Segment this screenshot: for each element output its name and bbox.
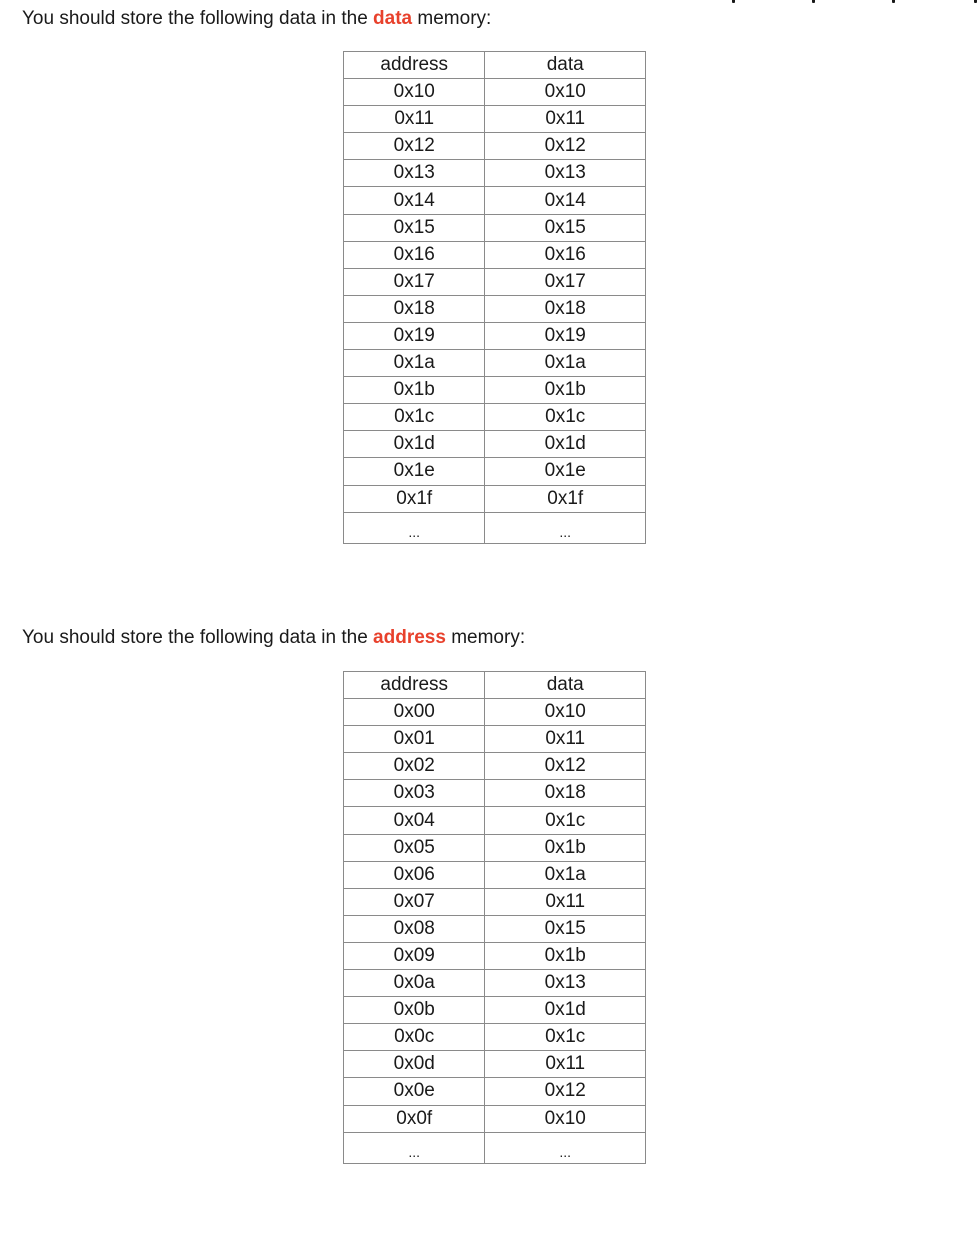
table-row <box>344 888 646 915</box>
data-cell: 0x19 <box>485 322 646 349</box>
instruction-suffix: memory: <box>445 627 526 648</box>
address-cell: 0x0c <box>344 1024 485 1051</box>
instruction-keyword: data <box>373 8 413 29</box>
data-cell: 0x1b <box>485 377 646 404</box>
address-cell: 0x00 <box>344 699 485 726</box>
table-row <box>344 1024 646 1051</box>
address-memory-instruction <box>22 626 525 650</box>
table-row <box>344 861 646 888</box>
address-cell: 0x17 <box>344 268 485 295</box>
table-row <box>344 1105 646 1132</box>
data-cell: 0x1c <box>485 1024 646 1051</box>
data-cell: 0x15 <box>485 915 646 942</box>
table-row <box>344 268 646 295</box>
table-row <box>344 431 646 458</box>
address-cell: 0x0f <box>344 1105 485 1132</box>
data-cell: 0x1a <box>485 350 646 377</box>
table-row <box>344 133 646 160</box>
table-row <box>344 404 646 431</box>
address-cell: 0x04 <box>344 807 485 834</box>
data-cell: 0x13 <box>485 970 646 997</box>
instruction-prefix: You should store the following data in the <box>22 627 374 648</box>
address-cell: 0x12 <box>344 133 485 160</box>
data-cell: 0x1b <box>485 942 646 969</box>
table-row <box>344 807 646 834</box>
address-cell: 0x0b <box>344 997 485 1024</box>
address-cell: 0x0a <box>344 970 485 997</box>
data-cell: 0x10 <box>485 79 646 106</box>
address-cell: 0x10 <box>344 79 485 106</box>
table-row <box>344 1078 646 1105</box>
table-row <box>344 997 646 1024</box>
address-cell: 0x0e <box>344 1078 485 1105</box>
table-row <box>344 726 646 753</box>
data-cell: 0x1a <box>485 861 646 888</box>
address-column-header: address <box>344 672 485 699</box>
address-cell: 0x01 <box>344 726 485 753</box>
table-row <box>344 1051 646 1078</box>
table-row <box>344 377 646 404</box>
data-cell: 0x11 <box>485 888 646 915</box>
data-cell: 0x1d <box>485 431 646 458</box>
table-row <box>344 160 646 187</box>
address-cell: 0x1f <box>344 485 485 512</box>
data-cell: 0x1b <box>485 834 646 861</box>
table-row <box>344 322 646 349</box>
address-cell: 0x03 <box>344 780 485 807</box>
address-cell: ... <box>344 512 485 543</box>
address-cell: 0x14 <box>344 187 485 214</box>
instruction-prefix: You should store the following data in the <box>22 8 374 29</box>
table-row <box>344 485 646 512</box>
instruction-suffix: memory: <box>412 8 492 29</box>
table-row <box>344 1132 646 1163</box>
address-cell: 0x09 <box>344 942 485 969</box>
address-cell: 0x1e <box>344 458 485 485</box>
address-column-header: address <box>344 52 485 79</box>
data-cell: 0x1d <box>485 997 646 1024</box>
table-row <box>344 241 646 268</box>
cropped-text-fragment <box>720 0 980 6</box>
table-row <box>344 187 646 214</box>
address-cell: 0x11 <box>344 106 485 133</box>
address-cell: 0x1c <box>344 404 485 431</box>
address-cell: 0x07 <box>344 888 485 915</box>
data-cell: 0x17 <box>485 268 646 295</box>
address-memory-table <box>343 671 646 1164</box>
address-cell: 0x13 <box>344 160 485 187</box>
address-cell: 0x19 <box>344 322 485 349</box>
data-column-header: data <box>485 672 646 699</box>
data-cell: ... <box>485 512 646 543</box>
table-row <box>344 942 646 969</box>
address-cell: 0x1b <box>344 377 485 404</box>
data-cell: 0x11 <box>485 1051 646 1078</box>
table-row <box>344 970 646 997</box>
table-row <box>344 214 646 241</box>
data-cell: 0x12 <box>485 1078 646 1105</box>
data-cell: 0x18 <box>485 780 646 807</box>
address-cell: 0x08 <box>344 915 485 942</box>
data-cell: 0x1f <box>485 485 646 512</box>
data-cell: 0x15 <box>485 214 646 241</box>
data-cell: 0x14 <box>485 187 646 214</box>
data-memory-table <box>343 51 646 544</box>
data-cell: 0x13 <box>485 160 646 187</box>
address-cell: 0x05 <box>344 834 485 861</box>
table-row <box>344 79 646 106</box>
data-cell: 0x12 <box>485 753 646 780</box>
data-cell: 0x11 <box>485 106 646 133</box>
address-cell: ... <box>344 1132 485 1163</box>
address-cell: 0x0d <box>344 1051 485 1078</box>
address-cell: 0x02 <box>344 753 485 780</box>
data-cell: 0x1c <box>485 404 646 431</box>
table-row <box>344 106 646 133</box>
data-memory-instruction <box>22 7 491 31</box>
table-row <box>344 295 646 322</box>
address-cell: 0x1d <box>344 431 485 458</box>
data-cell: 0x16 <box>485 241 646 268</box>
data-cell: 0x10 <box>485 1105 646 1132</box>
data-cell: 0x1e <box>485 458 646 485</box>
data-cell: 0x1c <box>485 807 646 834</box>
table-row <box>344 458 646 485</box>
data-cell: 0x11 <box>485 726 646 753</box>
table-row <box>344 834 646 861</box>
address-cell: 0x1a <box>344 350 485 377</box>
table-row <box>344 753 646 780</box>
data-cell: 0x12 <box>485 133 646 160</box>
table-row <box>344 780 646 807</box>
data-cell: 0x10 <box>485 699 646 726</box>
table-header-row <box>344 672 646 699</box>
data-cell: ... <box>485 1132 646 1163</box>
table-row <box>344 350 646 377</box>
address-cell: 0x18 <box>344 295 485 322</box>
table-row <box>344 915 646 942</box>
table-row <box>344 699 646 726</box>
address-cell: 0x06 <box>344 861 485 888</box>
instruction-keyword: address <box>373 627 446 648</box>
data-column-header: data <box>485 52 646 79</box>
data-cell: 0x18 <box>485 295 646 322</box>
address-cell: 0x16 <box>344 241 485 268</box>
address-cell: 0x15 <box>344 214 485 241</box>
table-row <box>344 512 646 543</box>
table-header-row <box>344 52 646 79</box>
